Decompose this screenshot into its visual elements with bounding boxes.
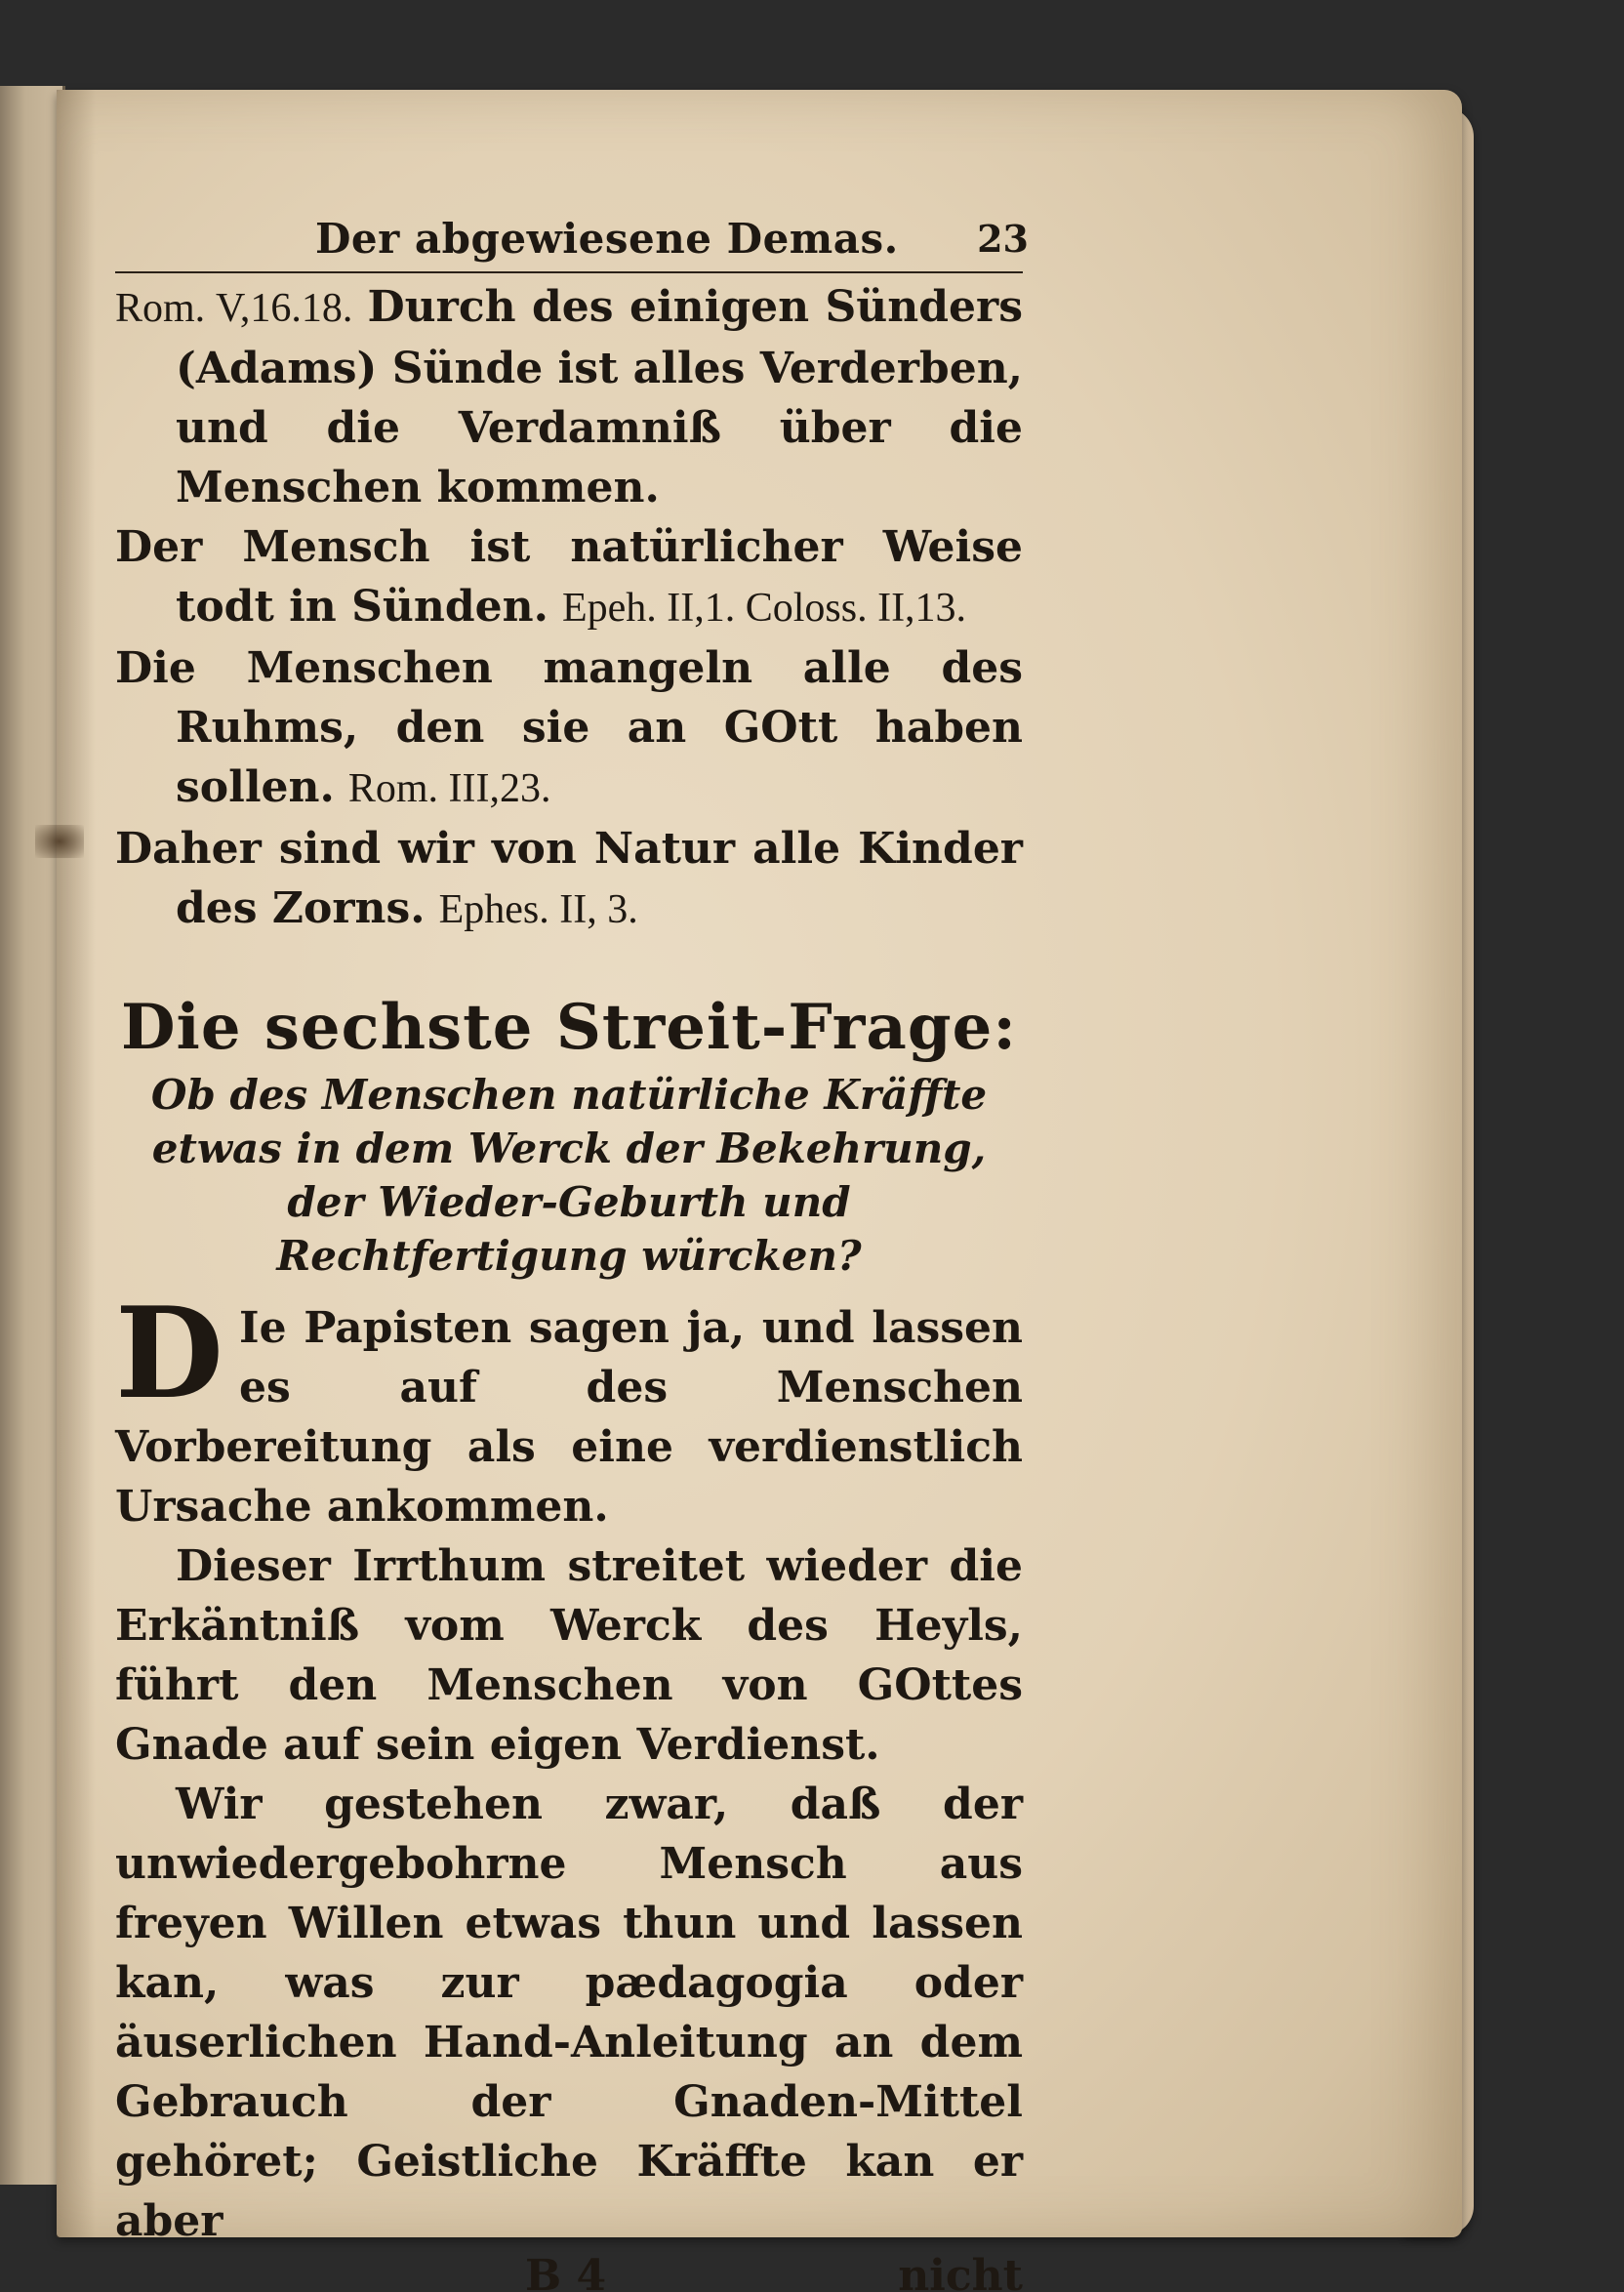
running-head <box>115 213 1029 273</box>
catchword: nicht <box>898 2251 1023 2292</box>
passage-text: Daher sind wir von Natur alle Kinder des Zorns. <box>115 824 1023 933</box>
third-paragraph: Wir gestehen zwar, daß der unwiedergebohrne Mensch aus freyen Willen etwas thun und lassen kan, was zur pædagogia oder äuserlichen Hand-Anleitung an dem Gebrauch der Gnaden-Mittel gehöret; Geistliche Kräffte kan er aber <box>115 1780 1023 2246</box>
passage-ref: Rom. III,23. <box>347 766 551 811</box>
gutter-shadow <box>57 90 96 2237</box>
section-heading: Die sechste Streit-Frage: <box>121 991 1017 1064</box>
passage <box>115 517 1023 638</box>
passage-text: Durch des einigen Sünders (Adams) Sünde ist alles Verderben, und die Verdamniß über die Menschen kommen. <box>176 282 1023 512</box>
passage-ref: Rom. V,16.18. <box>115 286 353 331</box>
passage-text: Die Menschen mangeln alle des Ruhms, den sie an GOtt haben sollen. <box>115 643 1023 812</box>
ink-blot <box>35 825 84 858</box>
first-paragraph-text: Ie Papisten sagen ja, und lassen es auf des Menschen Vorbereitung als eine verdienstlich Ursache ankommen. <box>115 1303 1023 1532</box>
page-number: 23 <box>977 217 1029 261</box>
second-paragraph: Dieser Irrthum streitet wieder die Erkäntniß vom Werck des Heyls, führt den Menschen von GOttes Gnade auf sein eigen Verdienst. <box>115 1541 1023 1770</box>
first-paragraph <box>115 1281 1023 1536</box>
passage-ref: Ephes. II, 3. <box>438 887 638 932</box>
passage-text: Der Mensch ist natürlicher Weise todt in Sünden. <box>115 522 1023 632</box>
drop-cap: D <box>115 1281 223 1427</box>
running-title: Der abgewiesene Demas. <box>315 215 899 263</box>
page-footer <box>115 2251 1023 2292</box>
passage <box>115 638 1023 819</box>
facing-page-edge <box>0 86 65 2185</box>
page-text <box>115 213 1029 2292</box>
passage <box>115 277 1023 517</box>
passage <box>115 819 1023 940</box>
passage-ref: Epeh. II,1. Coloss. II,13. <box>561 586 967 631</box>
signature-mark: B 4 <box>525 2251 607 2292</box>
section-question: Ob des Menschen natürliche Kräffte etwas in dem Werck der Bekehrung, der Wieder-Geburth und Rechtfertigung würcken? <box>150 1071 988 1280</box>
